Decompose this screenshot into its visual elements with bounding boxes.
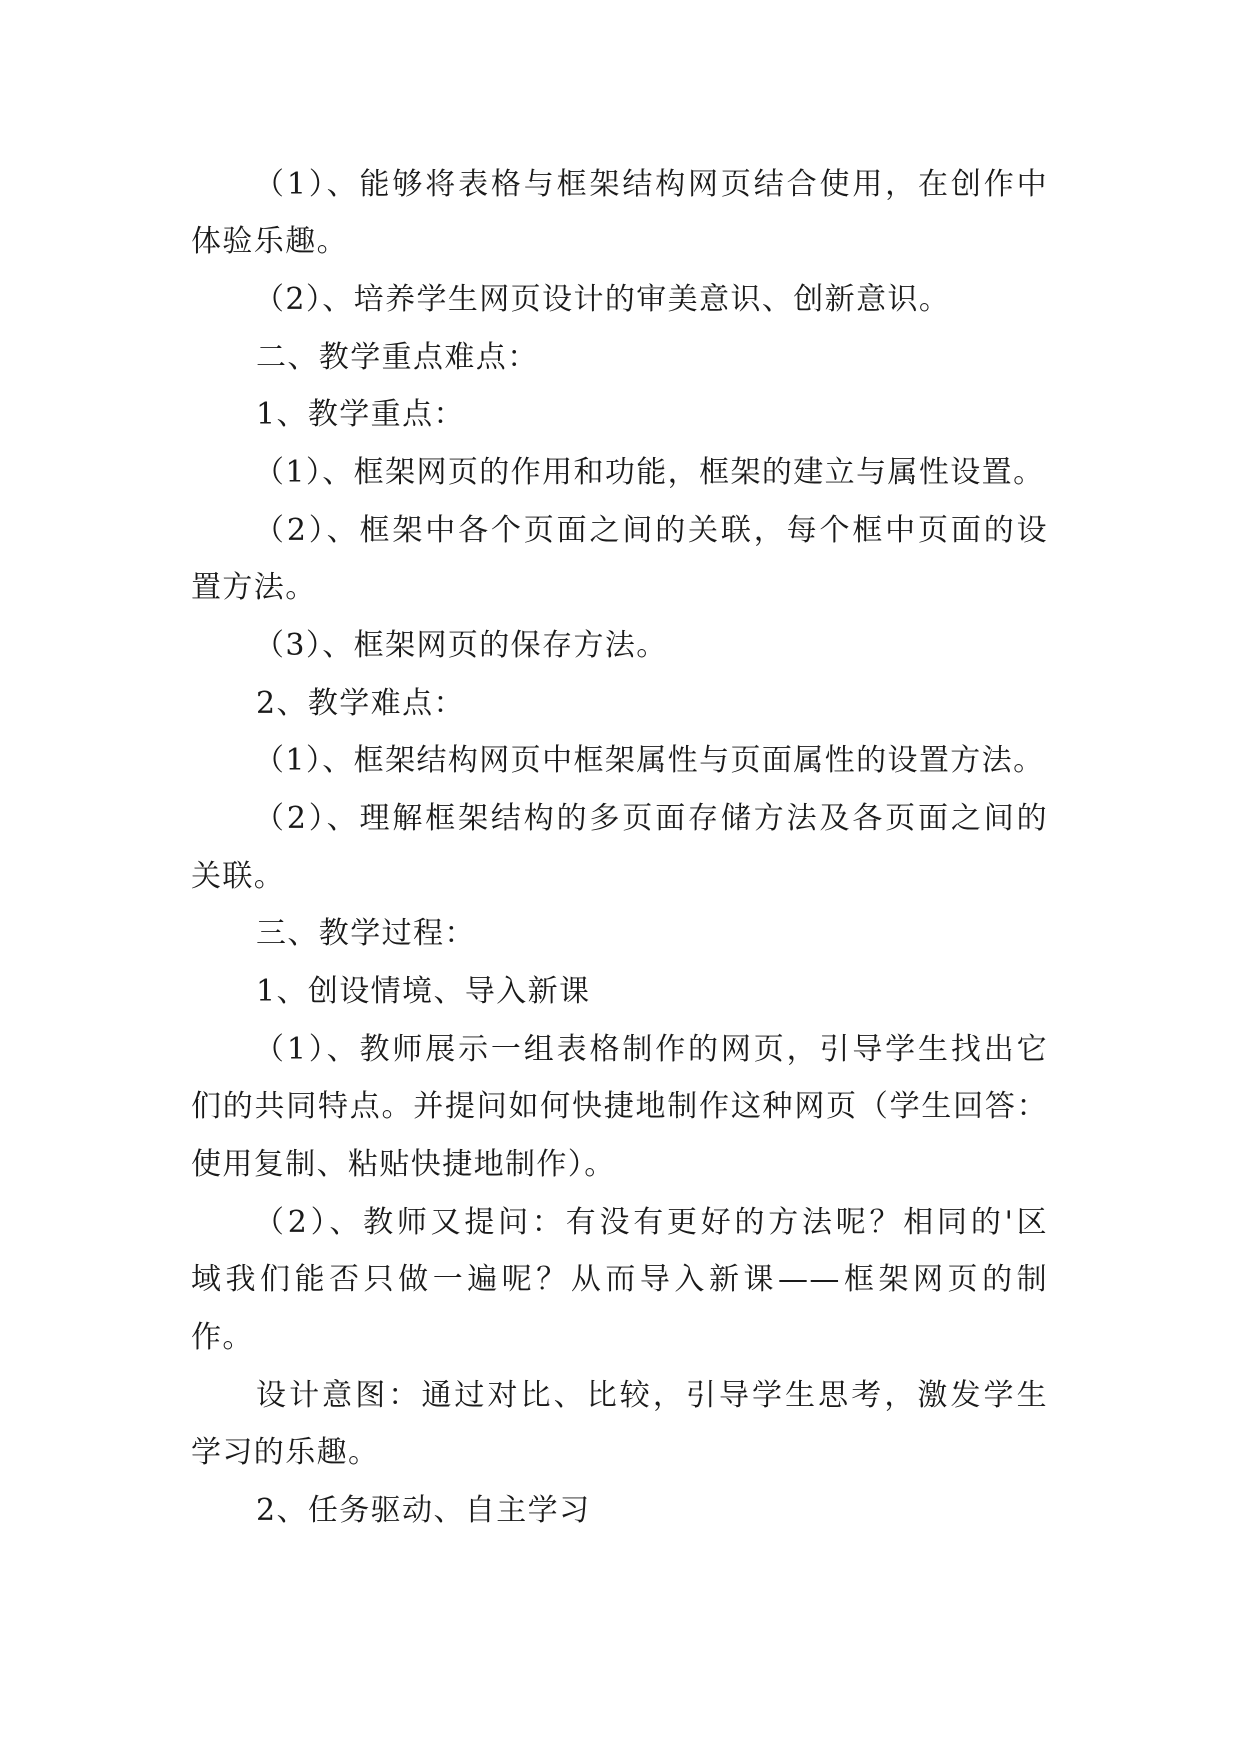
paragraph-line: 设计意图：通过对比、比较，引导学生思考，激发学生 [256,1378,1048,1413]
subsection-heading: 1、创设情境、导入新课 [256,974,591,1009]
paragraph-line: 作。 [191,1320,254,1355]
paragraph-line: 学习的乐趣。 [191,1435,380,1470]
paragraph-line: （1）、框架网页的作用和功能，框架的建立与属性设置。 [254,455,1045,490]
paragraph-line: （2）、理解框架结构的多页面存储方法及各页面之间的 [254,801,1048,836]
subsection-heading: 1、教学重点： [256,397,465,432]
paragraph-line: （3）、框架网页的保存方法。 [254,628,668,663]
subsection-heading: 2、教学难点： [256,686,465,721]
paragraph-line: 关联。 [191,859,286,894]
section-heading: 二、教学重点难点： [256,340,539,375]
paragraph-line: 体验乐趣。 [191,224,348,259]
section-heading: 三、教学过程： [256,916,476,951]
paragraph-line: （2）、框架中各个页面之间的关联，每个框中页面的设 [254,513,1048,548]
paragraph-line: （1）、教师展示一组表格制作的网页，引导学生找出它 [254,1032,1048,1067]
paragraph-line: 们的共同特点。并提问如何快捷地制作这种网页（学生回答： [191,1089,1048,1124]
paragraph-line: （1）、能够将表格与框架结构网页结合使用，在创作中 [254,167,1048,202]
paragraph-line: （1）、框架结构网页中框架属性与页面属性的设置方法。 [254,743,1045,778]
paragraph-line: （2）、教师又提问：有没有更好的方法呢？相同的'区 [254,1205,1048,1240]
paragraph-line: 使用复制、粘贴快捷地制作）。 [191,1147,616,1182]
subsection-heading: 2、任务驱动、自主学习 [256,1493,591,1528]
paragraph-line: 置方法。 [191,570,317,605]
paragraph-line: （2）、培养学生网页设计的审美意识、创新意识。 [254,282,951,317]
paragraph-line: 域我们能否只做一遍呢？从而导入新课——框架网页的制 [191,1262,1048,1297]
